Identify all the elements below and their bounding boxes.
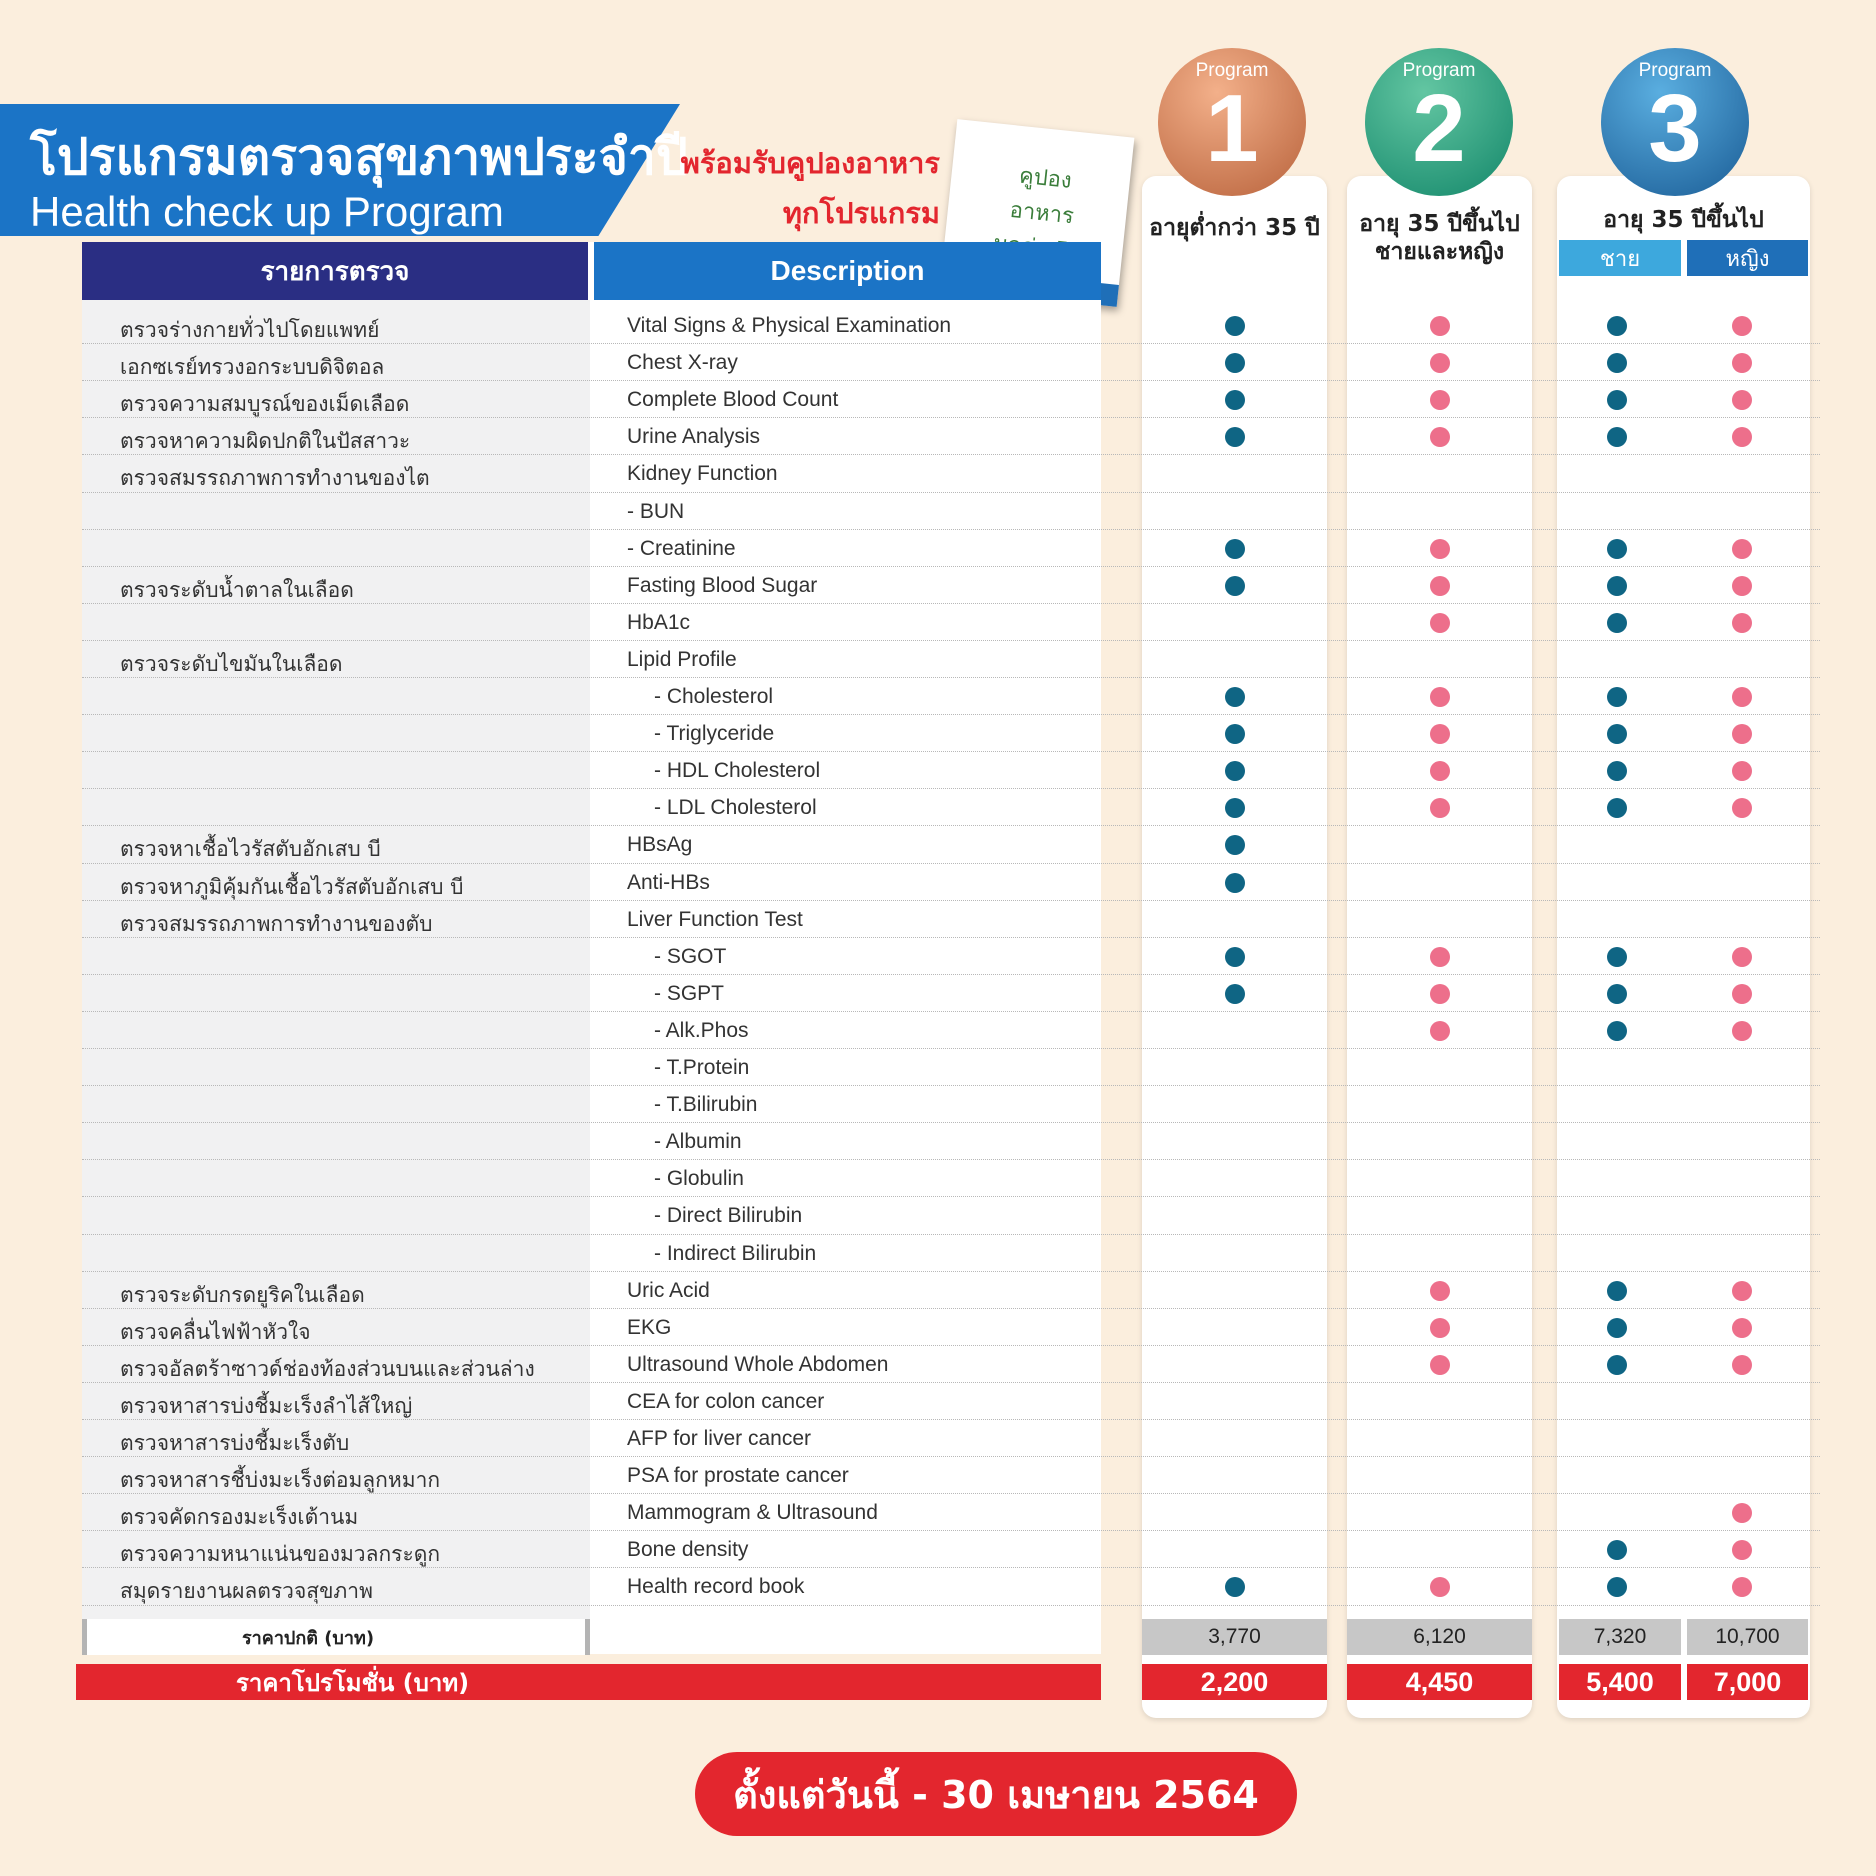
row-item-description: - Direct Bilirubin (654, 1204, 803, 1228)
p1-included-dot (1225, 539, 1245, 559)
p3f-included-dot (1732, 613, 1752, 633)
row-divider (82, 1159, 1820, 1160)
row-item-description: Uric Acid (627, 1278, 710, 1302)
program-1-promo-price: 2,200 (1142, 1664, 1327, 1700)
p3m-included-dot (1607, 316, 1627, 336)
program-3-female-promo-price: 7,000 (1687, 1664, 1808, 1700)
row-item-thai: ตรวจอัลตร้าซาวด์ช่องท้องส่วนบนและส่วนล่าง (120, 1356, 535, 1381)
row-item-thai: ตรวจคลื่นไฟฟ้าหัวใจ (120, 1319, 311, 1344)
row-item-thai: ตรวจหาสารบ่งชี้มะเร็งตับ (120, 1431, 350, 1455)
row-divider (82, 640, 1820, 641)
p3f-included-dot (1732, 1355, 1752, 1375)
p2-included-dot (1430, 1021, 1450, 1041)
page-title-english: Health check up Program (30, 188, 504, 235)
row-item-description: - BUN (627, 499, 685, 523)
coupon-promo-line1: พร้อมรับคูปองอาหาร (680, 146, 940, 180)
p3m-included-dot (1607, 353, 1627, 373)
row-item-description: - Triglyceride (654, 722, 775, 746)
row-divider (82, 1048, 1820, 1049)
row-divider (82, 825, 1820, 826)
program-3-male-promo-price: 5,400 (1559, 1664, 1681, 1700)
row-item-thai: ตรวจหาสารบ่งชี้มะเร็งลำไส้ใหญ่ (120, 1393, 413, 1418)
p3f-included-dot (1732, 1318, 1752, 1338)
row-item-thai: ตรวจความหนาแน่นของมวลกระดูก (120, 1542, 441, 1567)
row-item-description: Anti-HBs (627, 870, 710, 894)
p1-included-dot (1225, 724, 1245, 744)
program-1-number: 1 (1205, 75, 1259, 182)
p3f-included-dot (1732, 353, 1752, 373)
program-3-female-header: หญิง (1687, 240, 1808, 276)
row-divider (82, 566, 1820, 567)
regular-price-label: ราคาปกติ (บาท) (82, 1619, 590, 1655)
p2-included-dot (1430, 539, 1450, 559)
row-item-thai: ตรวจระดับกรดยูริคในเลือด (120, 1282, 365, 1307)
p3f-included-dot (1732, 724, 1752, 744)
p3m-included-dot (1607, 687, 1627, 707)
p2-included-dot (1430, 576, 1450, 596)
program-3-label: Program (1638, 60, 1712, 81)
column-header-items: รายการตรวจ (82, 242, 588, 300)
row-item-thai: เอกซเรย์ทรวงอกระบบดิจิตอล (120, 355, 385, 380)
p3m-included-dot (1607, 1021, 1627, 1041)
row-item-description: Health record book (627, 1575, 805, 1599)
row-item-thai: ตรวจสมรรถภาพการทำงานของไต (120, 466, 430, 491)
row-item-description: - Creatinine (627, 536, 736, 560)
row-item-description: EKG (627, 1315, 672, 1339)
row-item-description: Complete Blood Count (627, 388, 839, 412)
p3m-included-dot (1607, 539, 1627, 559)
row-item-description: CEA for colon cancer (627, 1389, 825, 1413)
p3f-included-dot (1732, 984, 1752, 1004)
p3f-included-dot (1732, 1281, 1752, 1301)
row-divider (82, 1234, 1820, 1235)
row-divider (82, 1196, 1820, 1197)
p3m-included-dot (1607, 1318, 1627, 1338)
p2-included-dot (1430, 687, 1450, 707)
p1-included-dot (1225, 984, 1245, 1004)
row-item-description: Bone density (627, 1538, 749, 1562)
p3m-included-dot (1607, 576, 1627, 596)
row-item-description: Chest X-ray (627, 351, 738, 375)
p2-included-dot (1430, 316, 1450, 336)
row-divider (82, 714, 1820, 715)
row-divider (82, 677, 1820, 678)
p2-included-dot (1430, 613, 1450, 633)
row-item-description: Ultrasound Whole Abdomen (627, 1352, 889, 1376)
row-item-thai: สมุดรายงานผลตรวจสุขภาพ (120, 1579, 373, 1604)
program-1-regular-price: 3,770 (1142, 1619, 1327, 1655)
program-3-column (1557, 176, 1810, 1718)
p3f-included-dot (1732, 687, 1752, 707)
row-divider (82, 1271, 1820, 1272)
row-divider (82, 974, 1820, 975)
p2-included-dot (1430, 1355, 1450, 1375)
row-item-thai: ตรวจสมรรถภาพการทำงานของตับ (120, 911, 433, 936)
p3f-included-dot (1732, 539, 1752, 559)
promotion-period: ตั้งแต่วันนี้ - 30 เมษายน 2564 (695, 1752, 1297, 1836)
row-item-description: - T.Protein (654, 1056, 750, 1079)
program-3-number: 3 (1648, 75, 1702, 182)
row-item-thai: ตรวจหาสารชี้บ่งมะเร็งต่อมลูกหมาก (120, 1468, 441, 1493)
row-item-description: PSA for prostate cancer (627, 1464, 849, 1488)
row-item-description: Lipid Profile (627, 647, 737, 671)
row-divider (82, 1011, 1820, 1012)
row-divider (82, 788, 1820, 789)
p3f-included-dot (1732, 576, 1752, 596)
row-divider (82, 529, 1820, 530)
program-2-label: Program (1402, 60, 1476, 81)
p3f-included-dot (1732, 316, 1752, 336)
program-3-title: อายุ 35 ปีขึ้นไป (1603, 207, 1764, 233)
p1-included-dot (1225, 316, 1245, 336)
p1-included-dot (1225, 873, 1245, 893)
p3m-included-dot (1607, 724, 1627, 744)
program-3-male-regular-price: 7,320 (1559, 1619, 1681, 1655)
p3m-included-dot (1607, 1355, 1627, 1375)
program-2-regular-price: 6,120 (1347, 1619, 1532, 1655)
p3m-included-dot (1607, 947, 1627, 967)
row-item-thai: ตรวจคัดกรองมะเร็งเต้านม (120, 1505, 359, 1530)
row-item-description: - Alk.Phos (654, 1018, 749, 1042)
row-divider (82, 751, 1820, 752)
row-item-description: Urine Analysis (627, 425, 761, 449)
row-item-description: Mammogram & Ultrasound (627, 1501, 878, 1525)
page-title-thai: โปรแกรมตรวจสุขภาพประจำปี (30, 128, 688, 186)
row-item-thai: ตรวจหาภูมิคุ้มกันเชื้อไวรัสตับอักเสบ บี (120, 874, 464, 899)
food-coupon-text: คูปอง อาหาร (1008, 163, 1075, 230)
row-item-thai: ตรวจระดับน้ำตาลในเลือด (120, 577, 354, 602)
program-2-subtitle: ชายและหญิง (1374, 239, 1505, 265)
row-item-description: - Cholesterol (654, 685, 774, 708)
row-item-thai: ตรวจหาความผิดปกติในปัสสาวะ (120, 429, 411, 454)
p1-included-dot (1225, 353, 1245, 373)
program-2-number: 2 (1412, 75, 1466, 182)
row-item-description: - SGOT (654, 944, 727, 968)
row-divider (82, 1085, 1820, 1086)
row-item-description: - Albumin (654, 1130, 742, 1154)
p2-included-dot (1430, 1318, 1450, 1338)
row-item-description: - SGPT (654, 981, 725, 1005)
row-item-description: HbA1c (627, 610, 691, 634)
row-item-description: - Globulin (654, 1167, 744, 1191)
row-item-thai: ตรวจระดับไขมันในเลือด (120, 651, 343, 676)
row-item-thai: ตรวจหาเชื้อไวรัสตับอักเสบ บี (120, 837, 381, 862)
column-header-description: Description (594, 242, 1101, 300)
p1-included-dot (1225, 687, 1245, 707)
row-item-thai: ตรวจร่างกายทั่วไปโดยแพทย์ (120, 318, 380, 342)
p2-included-dot (1430, 984, 1450, 1004)
row-item-description: Liver Function Test (627, 907, 803, 931)
row-item-description: - T.Bilirubin (654, 1093, 758, 1117)
p1-included-dot (1225, 947, 1245, 967)
p3f-included-dot (1732, 947, 1752, 967)
row-item-description: HBsAg (627, 833, 693, 857)
row-item-description: - LDL Cholesterol (654, 796, 817, 820)
row-item-thai: ตรวจความสมบูรณ์ของเม็ดเลือด (120, 392, 410, 417)
p2-included-dot (1430, 947, 1450, 967)
program-3-female-regular-price: 10,700 (1687, 1619, 1808, 1655)
row-item-description: Kidney Function (627, 462, 778, 486)
p3m-included-dot (1607, 613, 1627, 633)
p1-included-dot (1225, 576, 1245, 596)
row-item-description: Vital Signs & Physical Examination (627, 314, 952, 337)
p2-included-dot (1430, 724, 1450, 744)
row-item-description: Fasting Blood Sugar (627, 573, 818, 597)
row-item-description: - Indirect Bilirubin (654, 1241, 817, 1265)
row-item-description: AFP for liver cancer (627, 1427, 812, 1450)
p2-included-dot (1430, 353, 1450, 373)
p3f-included-dot (1732, 1021, 1752, 1041)
program-3-male-header: ชาย (1559, 240, 1681, 276)
p3m-included-dot (1607, 1281, 1627, 1301)
row-divider (82, 1345, 1820, 1346)
row-divider (82, 1122, 1820, 1123)
promo-price-label: ราคาโปรโมชั่น (บาท) (76, 1664, 1101, 1700)
program-2-promo-price: 4,450 (1347, 1664, 1532, 1700)
program-1-title: อายุต่ำกว่า 35 ปี (1149, 215, 1320, 241)
p2-included-dot (1430, 1281, 1450, 1301)
coupon-promo-line2: ทุกโปรแกรม (782, 196, 940, 230)
row-item-description: - HDL Cholesterol (654, 759, 821, 783)
p3m-included-dot (1607, 984, 1627, 1004)
program-2-title: อายุ 35 ปีขึ้นไป (1359, 211, 1520, 237)
program-1-label: Program (1195, 60, 1269, 81)
